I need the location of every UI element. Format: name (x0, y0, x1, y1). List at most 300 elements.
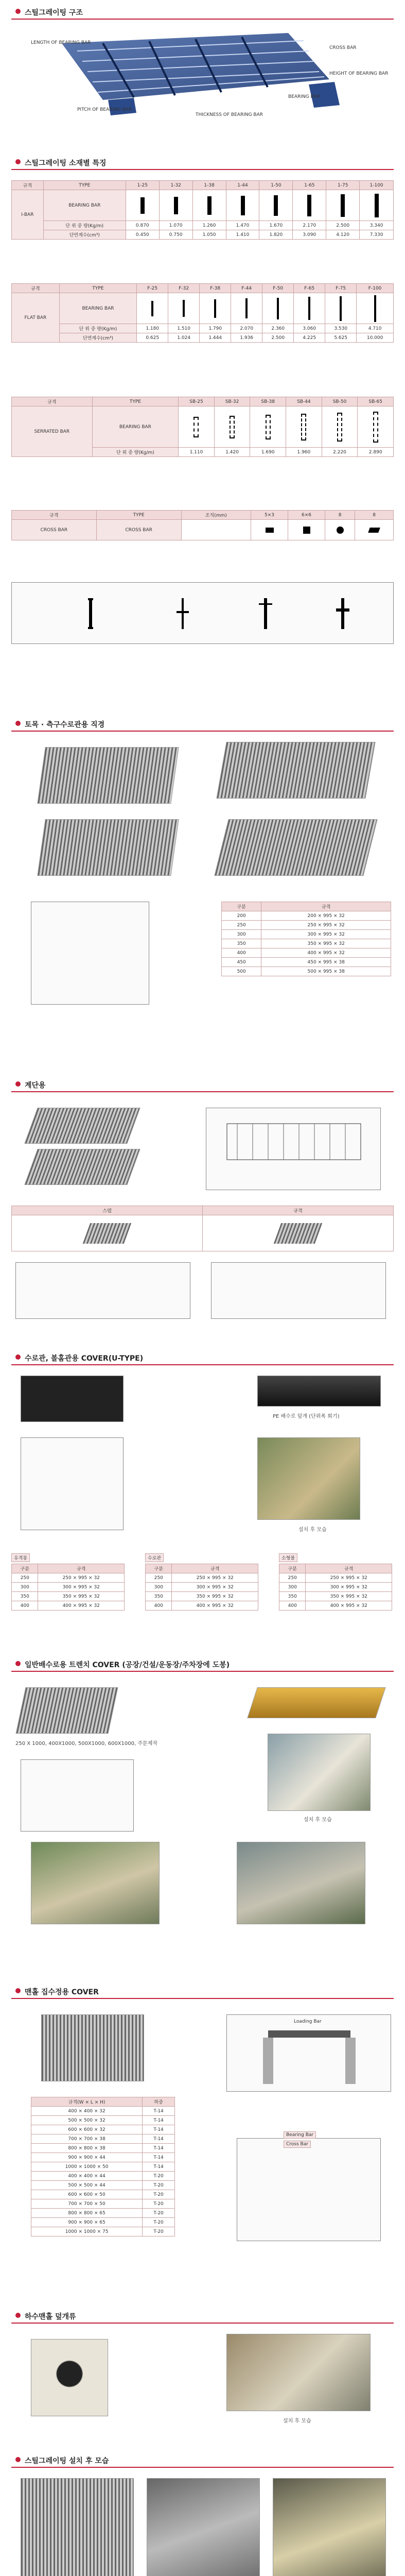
u-table-right (279, 1564, 392, 1611)
trench-install-photo (268, 1734, 371, 1811)
u-type-drawing (21, 1437, 124, 1530)
table-cell: 300 × 995 × 32 (261, 930, 391, 939)
table-cell: 1000 × 1000 × 75 (31, 2227, 143, 2236)
table-row (146, 1573, 258, 1583)
install-photo-1 (21, 2478, 134, 2576)
table-cell: T-14 (143, 2153, 175, 2162)
table-cell: 4.120 (326, 230, 360, 240)
table-cell: 3.090 (293, 230, 326, 240)
label-bearing: BEARING BAR (288, 94, 321, 99)
bullet-icon (15, 1081, 21, 1087)
table-cell: 350 × 995 × 32 (261, 939, 391, 948)
table-cell: 600 × 600 × 32 (31, 2125, 143, 2134)
section-title: 하수맨홀 덮개류 (25, 2313, 76, 2321)
table-row (12, 1583, 125, 1592)
stair-detail-drawing (15, 1262, 190, 1319)
table-row (31, 2181, 175, 2190)
table-header: 1-65 (293, 181, 326, 190)
table-row (31, 2162, 175, 2172)
table-cell: 400 (279, 1601, 306, 1611)
table-cell: 4.710 (357, 324, 394, 333)
label-length: LENGTH OF BEARING BAR (31, 40, 91, 45)
table-cell: 2.070 (231, 324, 262, 333)
table-cell: T-14 (143, 2134, 175, 2144)
label-pitch: PITCH OF BEARING BAR (77, 107, 132, 112)
table-row (12, 230, 394, 240)
table-row (279, 1601, 392, 1611)
table-cell: 300 × 995 × 32 (306, 1583, 392, 1592)
table-row (31, 2125, 175, 2134)
flat-bar-shape (357, 293, 394, 324)
table-header: 구분 (222, 902, 261, 911)
section-title: 스틸그레이팅 설치 후 모습 (25, 2457, 109, 2465)
table-cell: 600 × 600 × 50 (31, 2190, 143, 2199)
general-cover-section (0, 1656, 405, 1976)
table-cell: 300 (12, 1583, 38, 1592)
table-header: 1-44 (226, 181, 259, 190)
table-header: 규격 (38, 1564, 125, 1573)
table-cell: 400 × 995 × 32 (306, 1601, 392, 1611)
table-cell: 0.450 (126, 230, 159, 240)
table-cell: 350 (279, 1592, 306, 1601)
section-header (11, 2308, 394, 2324)
manhole-section (0, 2308, 405, 2442)
table-cell: 700 × 700 × 38 (31, 2134, 143, 2144)
cross-bar-shape (288, 520, 325, 540)
u-type-cover-photo (21, 1376, 124, 1422)
table-cell: 350 × 995 × 32 (306, 1592, 392, 1601)
table-header: 8 (355, 511, 394, 520)
install-examples-section (0, 2452, 405, 2576)
drain-cover-photo-1 (37, 747, 179, 804)
table-cell: 300 × 995 × 32 (38, 1583, 125, 1592)
flat-bar-shape (294, 293, 325, 324)
table-cell: T-20 (143, 2199, 175, 2209)
flat-bar-shape (231, 293, 262, 324)
table-header: 하중 (143, 2097, 175, 2107)
table-cell: FLAT BAR (12, 293, 60, 343)
catch-basin-table (31, 2097, 175, 2236)
table-header: 규격 (12, 511, 97, 520)
table-header: 1-100 (360, 181, 394, 190)
label-thickness: THICKNESS OF BEARING BAR (196, 112, 263, 117)
table-cell: 1.960 (286, 448, 322, 457)
table-cell: 300 (279, 1583, 306, 1592)
table-row (222, 930, 391, 939)
table-cell: 0.870 (126, 221, 159, 230)
trench-photo-field-2 (237, 1842, 365, 1924)
table-header: 1-50 (259, 181, 293, 190)
bearing-bar-label: Bearing Bar (284, 2131, 316, 2139)
table-cell: 2.360 (262, 324, 294, 333)
table-row (31, 2116, 175, 2125)
table-header: 조직(mm) (181, 511, 251, 520)
table-cell: 1.670 (259, 221, 293, 230)
basin-profile (227, 2015, 391, 2091)
table-row (279, 1583, 392, 1592)
flat-bar-shape (137, 293, 168, 324)
table-header: F-32 (168, 284, 200, 293)
table-cell: 1.110 (179, 448, 215, 457)
drain-cover-photo-4 (214, 819, 377, 876)
table-row (12, 520, 394, 540)
serrated-bar-shape (214, 406, 250, 448)
table-cell: 400 × 995 × 32 (172, 1601, 258, 1611)
cross-bar-table (11, 510, 394, 540)
table-cell: 5.625 (325, 333, 357, 343)
table-cell: 900 × 900 × 65 (31, 2218, 143, 2227)
table-cell: 1.180 (137, 324, 168, 333)
table-header: 1-38 (192, 181, 226, 190)
table-cell (181, 520, 251, 540)
table-cell: 350 (146, 1592, 172, 1601)
table-cell: 500 × 500 × 44 (31, 2181, 143, 2190)
table-cell: 250 (12, 1573, 38, 1583)
serrated-bar-shape (286, 406, 322, 448)
table-header: 1-32 (159, 181, 192, 190)
bullet-icon (15, 1988, 21, 1993)
manhole-cover-photo (31, 2339, 108, 2416)
table-cell: 250 × 995 × 32 (306, 1573, 392, 1583)
table-header: TYPE (59, 284, 136, 293)
table-row (31, 2218, 175, 2227)
table-cell: BEARING BAR (43, 190, 126, 221)
table-cell: 450 × 995 × 38 (261, 958, 391, 967)
table-cell: 1.024 (168, 333, 200, 343)
table-cell (12, 1215, 203, 1251)
bearing-bar-section-drawings (11, 582, 394, 644)
table-header: 규격(W × L × H) (31, 2097, 143, 2107)
table-header: F-50 (262, 284, 294, 293)
table-header: 1-75 (326, 181, 360, 190)
table-header: F-75 (325, 284, 357, 293)
table-cell: 2.890 (358, 448, 394, 457)
table-cell: 3.060 (294, 324, 325, 333)
table-cell: 1.070 (159, 221, 192, 230)
manhole-install-photo (226, 2334, 371, 2411)
cross-bar-shape (355, 520, 394, 540)
bullet-icon (15, 159, 21, 164)
i-bar-shape (293, 190, 326, 221)
table-cell: 2.500 (262, 333, 294, 343)
table-cell: 3.530 (325, 324, 357, 333)
u-table-mid-title: 수로관 (145, 1553, 164, 1562)
bullet-icon (15, 9, 21, 14)
table-cell: 350 × 995 × 32 (172, 1592, 258, 1601)
i-bar-table (11, 180, 394, 240)
flat-bar-shape (168, 293, 200, 324)
table-cell: 1.820 (259, 230, 293, 240)
table-cell: 400 (222, 948, 261, 958)
table-cell: 400 (12, 1601, 38, 1611)
table-cell: 1.444 (200, 333, 231, 343)
install-photo-3 (273, 2478, 386, 2576)
section-header (11, 155, 394, 170)
section-header (11, 1984, 394, 1999)
i-bar-shape (326, 190, 360, 221)
table-header: SB-38 (250, 397, 286, 406)
table-cell: 500 × 995 × 38 (261, 967, 391, 976)
table-cell: 800 × 800 × 38 (31, 2144, 143, 2153)
section-header (11, 1077, 394, 1092)
table-cell: SERRATED BAR (12, 406, 93, 457)
table-cell: 500 (222, 967, 261, 976)
i-bar-shape (159, 190, 192, 221)
drain-cover-drawing (31, 902, 149, 1005)
table-cell: 450 (222, 958, 261, 967)
table-cell: 10.000 (357, 333, 394, 343)
pe-cover-caption: PE 배수로 덮개 (단위폭 회기) (273, 1414, 340, 1419)
table-header: 구분 (279, 1564, 306, 1573)
drain-cover-section (0, 716, 405, 1056)
table-cell: CROSS BAR (12, 520, 97, 540)
table-header: TYPE (92, 397, 178, 406)
catch-basin-photo (41, 2014, 144, 2081)
table-row (279, 1592, 392, 1601)
table-cell: 300 (146, 1583, 172, 1592)
section-header (11, 4, 394, 20)
table-cell: T-20 (143, 2181, 175, 2190)
table-row (12, 221, 394, 230)
table-header: 규격 (261, 902, 391, 911)
table-cell: 1.510 (168, 324, 200, 333)
section-title: 계단용 (25, 1081, 46, 1090)
table-header: F-44 (231, 284, 262, 293)
table-cell: 400 × 995 × 32 (261, 948, 391, 958)
table-row (31, 2172, 175, 2181)
section-header (11, 2452, 394, 2468)
table-cell: T-20 (143, 2227, 175, 2236)
table-header: 6×6 (288, 511, 325, 520)
install-photo-2 (147, 2478, 260, 2576)
table-header: 8 (325, 511, 355, 520)
table-cell: 0.625 (137, 333, 168, 343)
table-cell: T-14 (143, 2162, 175, 2172)
table-cell: 2.500 (326, 221, 360, 230)
flat-bar-table (11, 283, 394, 343)
tread-plan-drawing (206, 1108, 380, 1190)
section-title: 맨홀 집수정용 COVER (25, 1988, 99, 1996)
stair-section (0, 1077, 405, 1334)
u-table-right-title: 소형볼 (279, 1553, 297, 1562)
flat-bar-shape (262, 293, 294, 324)
bullet-icon (15, 721, 21, 726)
table-header: 구분 (146, 1564, 172, 1573)
section-header (11, 1350, 394, 1365)
table-row (12, 1573, 125, 1583)
table-header: F-38 (200, 284, 231, 293)
table-cell: 단 위 중 량(Kg/m) (92, 448, 178, 457)
table-cell: 단면계수(cm³) (43, 230, 126, 240)
table-cell: 1.936 (231, 333, 262, 343)
table-row (279, 1573, 392, 1583)
table-header: F-25 (137, 284, 168, 293)
table-row (12, 293, 394, 324)
cross-bar-shape (251, 520, 288, 540)
table-cell: 0.750 (159, 230, 192, 240)
table-cell: 400 × 995 × 32 (38, 1601, 125, 1611)
i-bar-shape (259, 190, 293, 221)
cross-bar-shape (325, 520, 355, 540)
table-cell: T-20 (143, 2209, 175, 2218)
table-cell: 250 × 995 × 32 (261, 921, 391, 930)
catch-basin-section (0, 1984, 405, 2272)
table-row (12, 190, 394, 221)
table-row (222, 939, 391, 948)
table-cell: 1000 × 1000 × 50 (31, 2162, 143, 2172)
table-cell: 700 × 700 × 50 (31, 2199, 143, 2209)
table-row (222, 948, 391, 958)
pe-cover-photo (257, 1376, 381, 1406)
serrated-bar-shape (358, 406, 394, 448)
table-row (12, 1601, 125, 1611)
stair-tread-photo-1 (24, 1108, 140, 1144)
table-header: SB-44 (286, 397, 322, 406)
table-row (12, 1592, 125, 1601)
catch-basin-grid-drawing (237, 2132, 381, 2241)
table-header: SB-32 (214, 397, 250, 406)
trench-cover-caption: 250 X 1000, 400X1000, 500X1000, 600X1000, 주문제작 (15, 1741, 157, 1747)
section-header (11, 716, 394, 732)
table-cell: 350 (12, 1592, 38, 1601)
table-header: 규격 (306, 1564, 392, 1573)
stair-section-drawing (211, 1262, 386, 1319)
table-row (12, 324, 394, 333)
table-cell: 3.340 (360, 221, 394, 230)
table-row (146, 1592, 258, 1601)
loading-bar-label: Loading Bar (294, 2019, 322, 2024)
flat-bar-shape (325, 293, 357, 324)
drain-cover-photo-2 (216, 742, 375, 799)
bar-profile-drawing (12, 583, 393, 643)
table-cell: 단면계수(cm³) (59, 333, 136, 343)
table-header: 5×3 (251, 511, 288, 520)
table-row (12, 406, 394, 448)
table-row (222, 967, 391, 976)
table-header: 구분 (12, 1564, 38, 1573)
table-cell: 200 (222, 911, 261, 921)
u-type-photo-caption: 설치 후 모습 (298, 1527, 327, 1533)
table-cell: CROSS BAR (96, 520, 181, 540)
table-cell: 2.220 (322, 448, 358, 457)
table-header: SB-65 (358, 397, 394, 406)
flat-bar-shape (200, 293, 231, 324)
section-title: 수로관, 볼홈관용 COVER(U-TYPE) (25, 1354, 144, 1363)
catch-basin-section-drawing (226, 2014, 391, 2092)
u-type-install-photo (257, 1437, 360, 1520)
table-cell: 350 (222, 939, 261, 948)
section-title: 스틸그레이팅 구조 (25, 9, 83, 17)
serrated-bar-table (11, 397, 394, 457)
stair-tread-drawing (206, 1108, 381, 1190)
table-header: F-100 (357, 284, 394, 293)
table-cell: BEARING BAR (92, 406, 178, 448)
section-header (11, 1656, 394, 1672)
table-row (31, 2144, 175, 2153)
table-cell: 250 (146, 1573, 172, 1583)
table-row (31, 2153, 175, 2162)
drain-cover-photo-3 (37, 819, 179, 876)
table-cell: 단 위 중 량(Kg/m) (43, 221, 126, 230)
table-cell: 900 × 900 × 44 (31, 2153, 143, 2162)
label-height: HEIGHT OF BEARING BAR (329, 71, 389, 76)
bullet-icon (15, 1354, 21, 1360)
table-header: TYPE (96, 511, 181, 520)
table-cell: T-14 (143, 2107, 175, 2116)
table-header: 규격 (172, 1564, 258, 1573)
table-row (31, 2227, 175, 2236)
i-bar-shape (126, 190, 159, 221)
bullet-icon (15, 2457, 21, 2462)
table-cell: T-20 (143, 2190, 175, 2199)
table-cell: 500 × 500 × 32 (31, 2116, 143, 2125)
table-cell: 400 × 400 × 32 (31, 2107, 143, 2116)
table-header: 규격 (203, 1206, 394, 1215)
stair-tread-photo-2 (24, 1149, 140, 1185)
table-row (146, 1583, 258, 1592)
table-header: 1-25 (126, 181, 159, 190)
table-row (12, 1215, 394, 1251)
table-header: 규격 (12, 284, 60, 293)
drain-cover-table (221, 902, 391, 976)
i-bar-shape (226, 190, 259, 221)
cross-bar-label: Cross Bar (284, 2141, 311, 2148)
trench-yellow-cover (247, 1687, 385, 1718)
serrated-bar-shape (322, 406, 358, 448)
table-cell: 350 × 995 × 32 (38, 1592, 125, 1601)
table-cell: I-BAR (12, 190, 44, 240)
manhole-caption: 설치 후 모습 (283, 2418, 311, 2424)
table-row (31, 2199, 175, 2209)
table-cell: 1.260 (192, 221, 226, 230)
i-bar-shape (360, 190, 394, 221)
bar-spec-section (0, 155, 405, 680)
table-cell: 2.170 (293, 221, 326, 230)
trench-drawing (21, 1759, 134, 1832)
table-row (31, 2107, 175, 2116)
table-row (222, 921, 391, 930)
table-cell: 단 위 중 량(Kg/m) (59, 324, 136, 333)
u-table-left-title: 유격봉 (11, 1553, 30, 1562)
stair-table (11, 1206, 394, 1251)
bullet-icon (15, 1661, 21, 1666)
table-header: F-65 (294, 284, 325, 293)
table-cell: T-14 (143, 2144, 175, 2153)
table-cell: T-20 (143, 2218, 175, 2227)
table-row (222, 911, 391, 921)
table-cell: BEARING BAR (59, 293, 136, 324)
table-row (31, 2134, 175, 2144)
section-title: 스틸그레이팅 소재별 특징 (25, 159, 107, 167)
table-cell: 250 (279, 1573, 306, 1583)
table-cell: 400 (146, 1601, 172, 1611)
table-cell: 250 × 995 × 32 (38, 1573, 125, 1583)
section-title: 일반배수로용 트렌치 COVER (공장/건설/운동장/주차장에 도봉) (25, 1661, 230, 1669)
table-cell: 200 × 995 × 32 (261, 911, 391, 921)
table-cell: 1.790 (200, 324, 231, 333)
bullet-icon (15, 2313, 21, 2318)
table-cell: 250 × 995 × 32 (172, 1573, 258, 1583)
table-cell: 1.470 (226, 221, 259, 230)
table-cell: 800 × 800 × 65 (31, 2209, 143, 2218)
table-header: SB-50 (322, 397, 358, 406)
table-cell: 400 × 400 × 44 (31, 2172, 143, 2181)
u-table-left (11, 1564, 125, 1611)
table-row (146, 1601, 258, 1611)
table-cell: 1.420 (214, 448, 250, 457)
serrated-bar-shape (250, 406, 286, 448)
table-cell: 1.050 (192, 230, 226, 240)
